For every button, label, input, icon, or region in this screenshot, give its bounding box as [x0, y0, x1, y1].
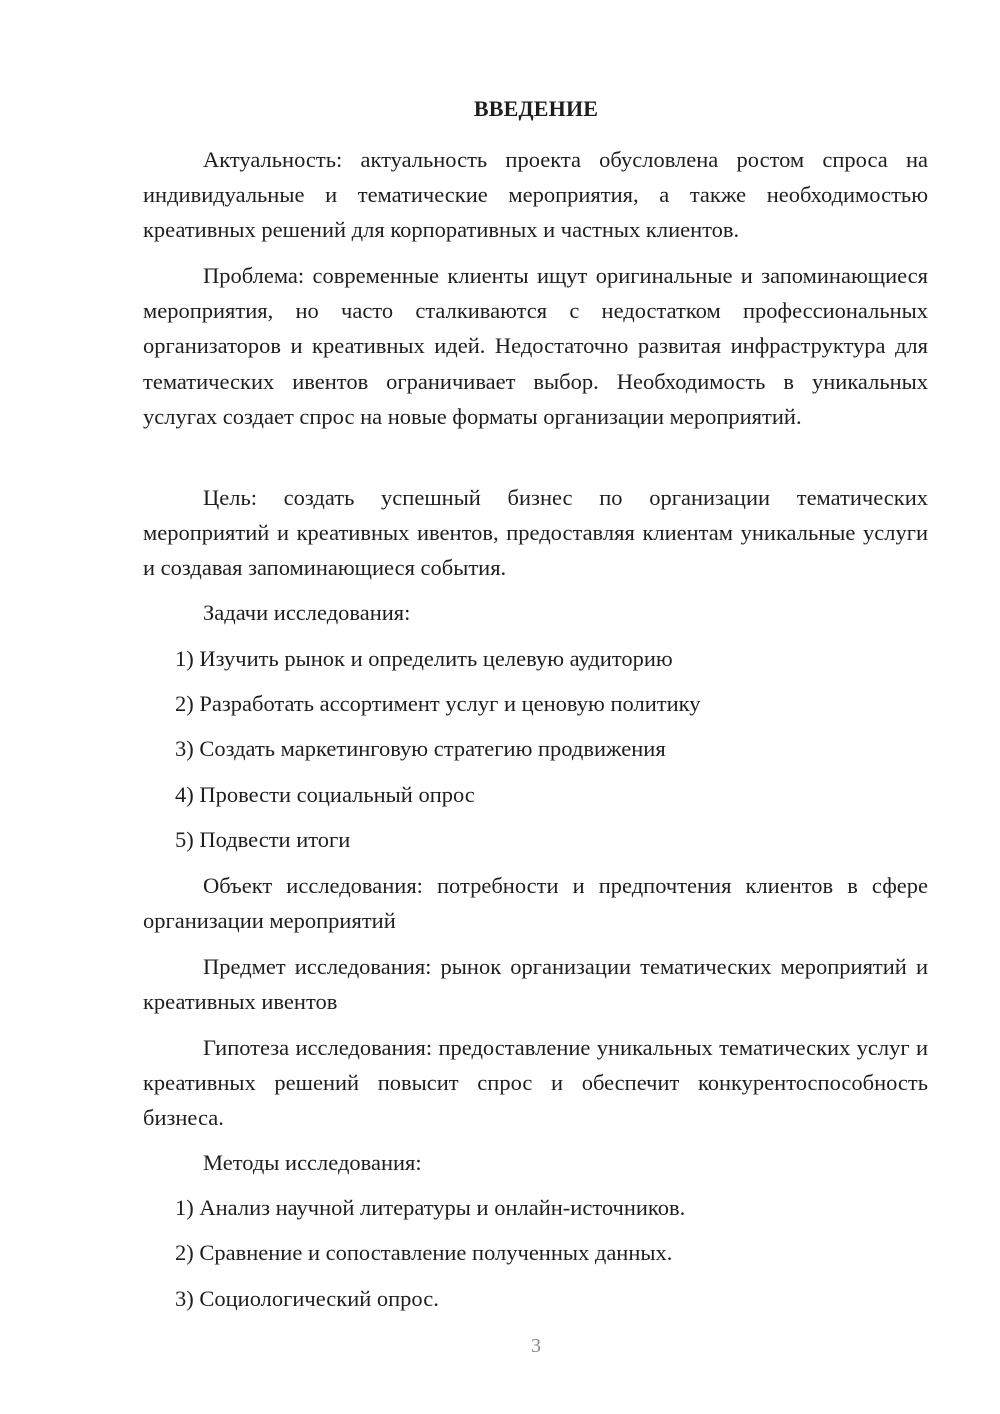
relevance-paragraph: Актуальность: актуальность проекта обусловлена ростом спроса на индивидуальные и тематические мероприятия, а также необходимостью креативных решений для корпоративных и частных клиентов.: [143, 147, 928, 243]
hypothesis-paragraph: Гипотеза исследования: предоставление уникальных тематических услуг и креативных решений повысит спрос и обеспечит конкурентоспособность бизнеса.: [143, 1035, 928, 1131]
subject-paragraph: Предмет исследования: рынок организации тематических мероприятий и креативных ивентов: [143, 954, 928, 1015]
methods-heading: Методы исследования:: [203, 1150, 422, 1175]
task-item-4: 4) Провести социальный опрос: [175, 782, 475, 807]
method-item-2: 2) Сравнение и сопоставление полученных данных.: [175, 1240, 673, 1265]
problem-paragraph: Проблема: современные клиенты ищут оригинальные и запоминающиеся мероприятия, но часто сталкиваются с недостатком профессиональных организаторов и креативных идей. Недостаточно развитая инфраструктура для тематических ивентов ограничивает выбор. Необходимость в уникальных услугах создает спрос на новые форматы организации мероприятий.: [143, 263, 928, 429]
goal-paragraph: Цель: создать успешный бизнес по организации тематических мероприятий и креативных ивентов, предоставляя клиентам уникальные услуги и создавая запоминающиеся события.: [143, 485, 928, 581]
task-item-2: 2) Разработать ассортимент услуг и ценовую политику: [175, 691, 701, 716]
task-item-3: 3) Создать маркетинговую стратегию продвижения: [175, 736, 666, 761]
method-item-1: 1) Анализ научной литературы и онлайн-источников.: [175, 1195, 686, 1220]
task-item-5: 5) Подвести итоги: [175, 827, 351, 852]
page-number: 3: [531, 1335, 541, 1357]
object-paragraph: Объект исследования: потребности и предпочтения клиентов в сфере организации мероприятий: [143, 873, 928, 934]
tasks-heading: Задачи исследования:: [203, 600, 411, 625]
page-title: ВВЕДЕНИЕ: [473, 96, 599, 121]
method-item-3: 3) Социологический опрос.: [175, 1286, 439, 1311]
task-item-1: 1) Изучить рынок и определить целевую аудиторию: [175, 646, 673, 671]
